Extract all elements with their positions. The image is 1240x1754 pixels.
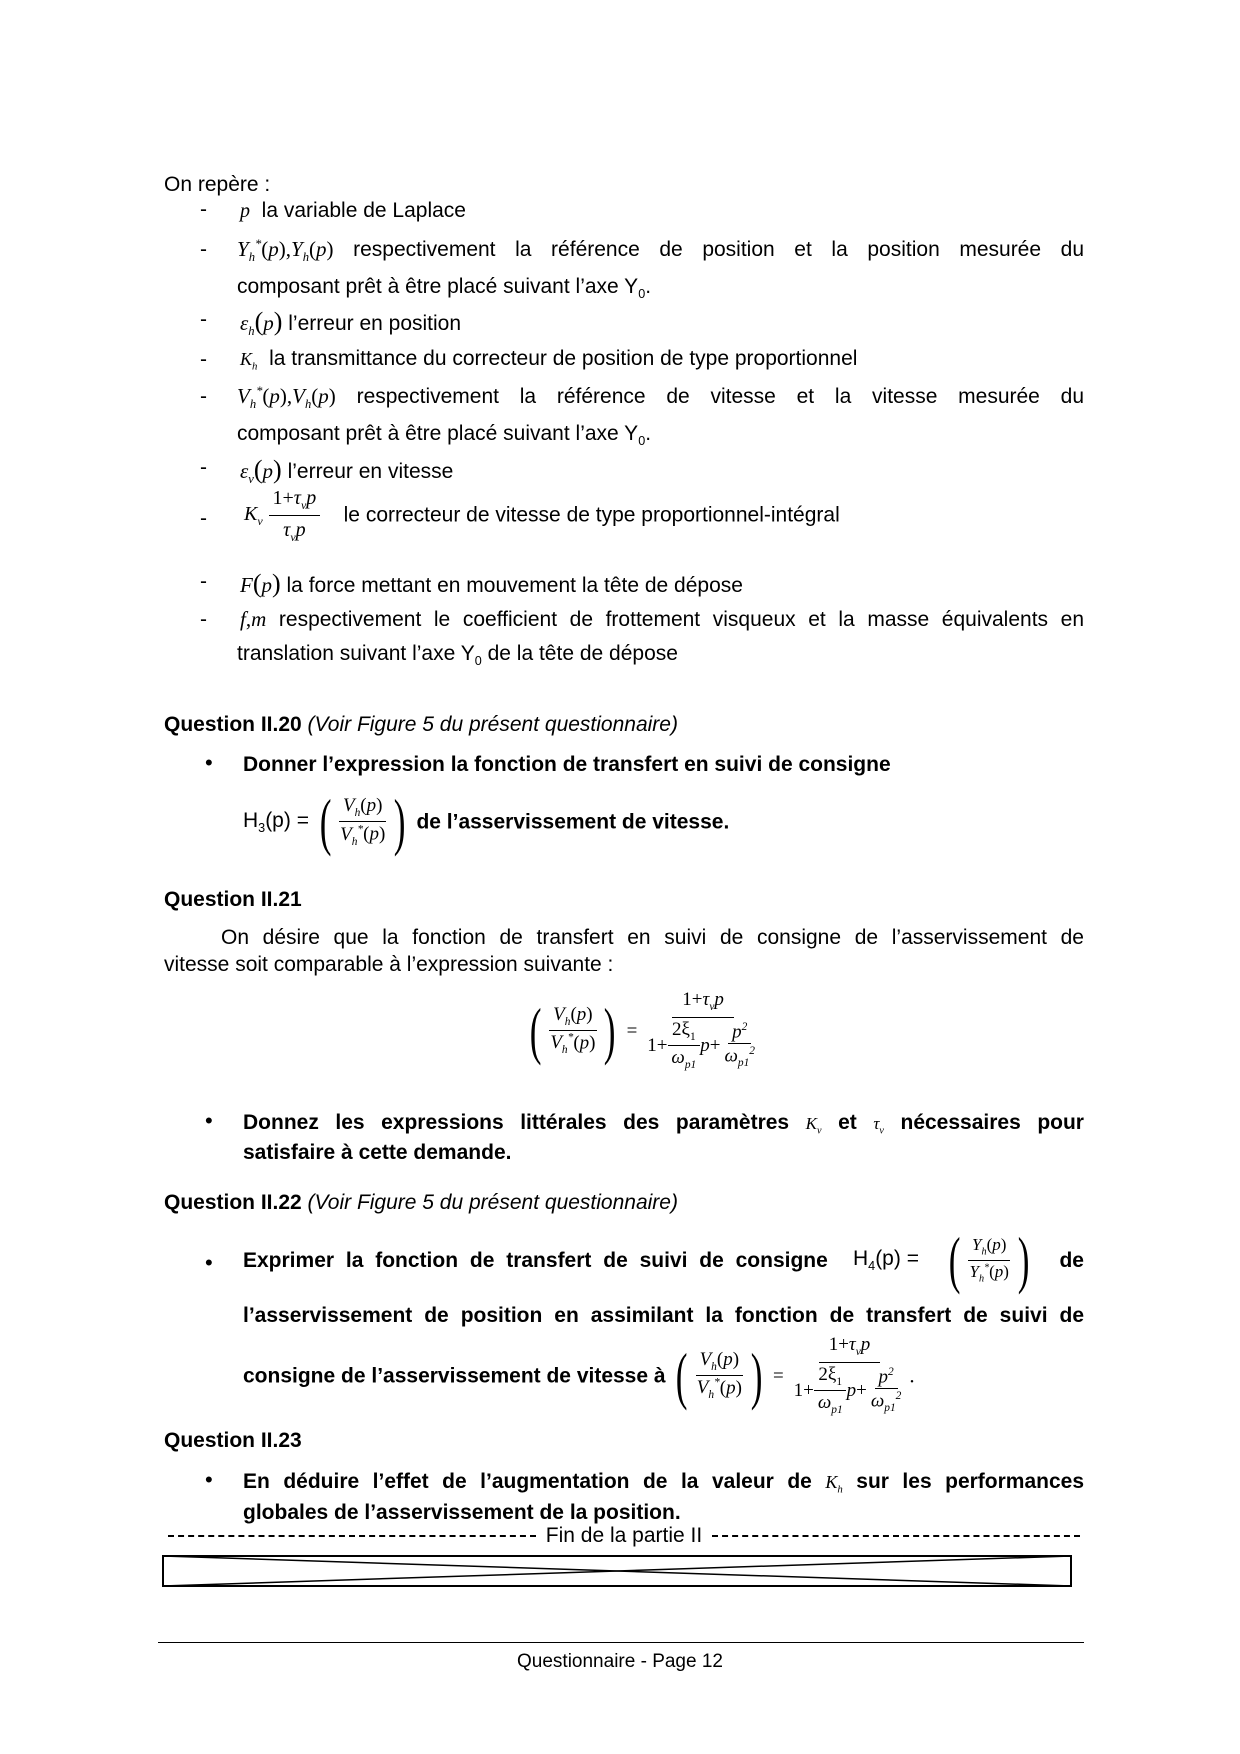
- bullet-icon: •: [205, 1250, 213, 1275]
- question-title: Question II.21: [164, 888, 302, 911]
- question-title: Question II.23: [164, 1429, 302, 1452]
- dash: -: [200, 507, 207, 530]
- def-friction-mass-cont: translation suivant l’axe $Y_0$ de la tête de dépose: [237, 642, 678, 669]
- q22-bullet-line1: Exprimer la fonction de transfert de suivi de consigne $H_4(p)$ = ( $\frac{Y_h(p)}{Y_h^*(p)}$ ) de: [243, 1224, 1084, 1295]
- q22-bullet-line3: consigne de l’asservissement de vitesse à ( $\frac{V_h(p)}{V_h^*(p)}$ ) = $1+\tau_vp$ 1+ $\frac{2\xi_1}{\omega_{p1}}$ p + $\frac{p^2}{\omega_{p1}^2}$ .: [243, 1334, 915, 1417]
- bullet-icon: •: [205, 1467, 213, 1492]
- question-title: Question II.20 (Voir Figure 5 du présent questionnaire): [164, 713, 678, 736]
- page-footer: Questionnaire - Page 12: [517, 1651, 723, 1672]
- q21-bullet-line1: Donnez les expressions littérales des paramètres $K_v$ et $\tau_v$ nécessaires pour: [243, 1111, 1084, 1137]
- def-error-velocity: $\varepsilon_v(p)$ l’erreur en vitesse: [240, 455, 454, 487]
- def-force: F(p) la force mettant en mouvement la tête de dépose: [240, 569, 743, 598]
- def-position-ref-cont: composant prêt à être placé suivant l’axe $Y_0$.: [237, 275, 652, 302]
- dash: -: [200, 608, 207, 631]
- bullet-icon: •: [205, 1108, 213, 1133]
- def-velocity-ref: $V_h^*(p),V_h(p)$ respectivement la référence de vitesse et la vitesse mesurée du: [237, 384, 1084, 412]
- def-friction-mass: f,m respectivement le coefficient de frottement visqueux et la masse équivalents en: [240, 607, 1084, 631]
- def-position-ref: $Y_h^*(p),Y_h(p)$ respectivement la référence de position et la position mesurée du: [237, 237, 1084, 265]
- def-p: p la variable de Laplace: [240, 199, 466, 222]
- q22-bullet-line2: l’asservissement de position en assimilant la fonction de transfert de suivi de: [243, 1304, 1084, 1327]
- dash: -: [200, 238, 207, 261]
- q21-paragraph-line2: vitesse soit comparable à l’expression suivante :: [164, 953, 614, 976]
- dash: -: [200, 198, 207, 221]
- q21-bullet-line2: satisfaire à cette demande.: [243, 1141, 512, 1164]
- h3-expression: $H_3(p)$ = ( $\frac{V_h(p)}{V_h^*(p)}$ ) de l’asservissement de vitesse.: [243, 786, 730, 857]
- q21-equation: ( $\frac{V_h(p)}{V_h^*(p)}$ ) = $1+\tau_vp$ 1+ $\frac{2\xi_1}{\omega_{p1}}$ p + $\frac{p^2}{\omega_{p1}^2}$: [529, 989, 755, 1072]
- end-of-part-label: Fin de la partie II: [545, 1524, 703, 1547]
- dash: -: [200, 385, 207, 408]
- def-kv-corrector: $K_v$ $\frac{1+\tau_vp}{\tau_vp}$ le correcteur de vitesse de type proportionnel-intégral: [244, 487, 840, 544]
- dash: -: [200, 456, 207, 479]
- dash: -: [200, 308, 207, 331]
- def-kh: $K_h$ la transmittance du correcteur de position de type proportionnel: [240, 347, 858, 373]
- end-of-part-separator: [168, 1524, 1080, 1548]
- q20-bullet-text: Donner l’expression la fonction de transfert en suivi de consigne: [243, 753, 891, 776]
- dash: -: [200, 570, 207, 593]
- q23-bullet-line1: En déduire l’effet de l’augmentation de la valeur de $K_h$ sur les performances: [243, 1470, 1085, 1496]
- question-title: Question II.22 (Voir Figure 5 du présent questionnaire): [164, 1191, 678, 1214]
- def-error-position: $\varepsilon_h(p)$ l’erreur en position: [240, 307, 462, 339]
- dash: -: [200, 348, 207, 371]
- def-velocity-ref-cont: composant prêt à être placé suivant l’axe $Y_0$.: [237, 422, 652, 449]
- crossed-box: [162, 1555, 1072, 1587]
- intro-text: On repère :: [164, 173, 271, 196]
- q23-bullet-line2: globales de l’asservissement de la position.: [243, 1501, 681, 1524]
- bullet-icon: •: [205, 750, 213, 775]
- q21-paragraph-line1: On désire que la fonction de transfert en suivi de consigne de l’asservissement de: [221, 926, 1084, 949]
- footer-rule: [158, 1642, 1084, 1643]
